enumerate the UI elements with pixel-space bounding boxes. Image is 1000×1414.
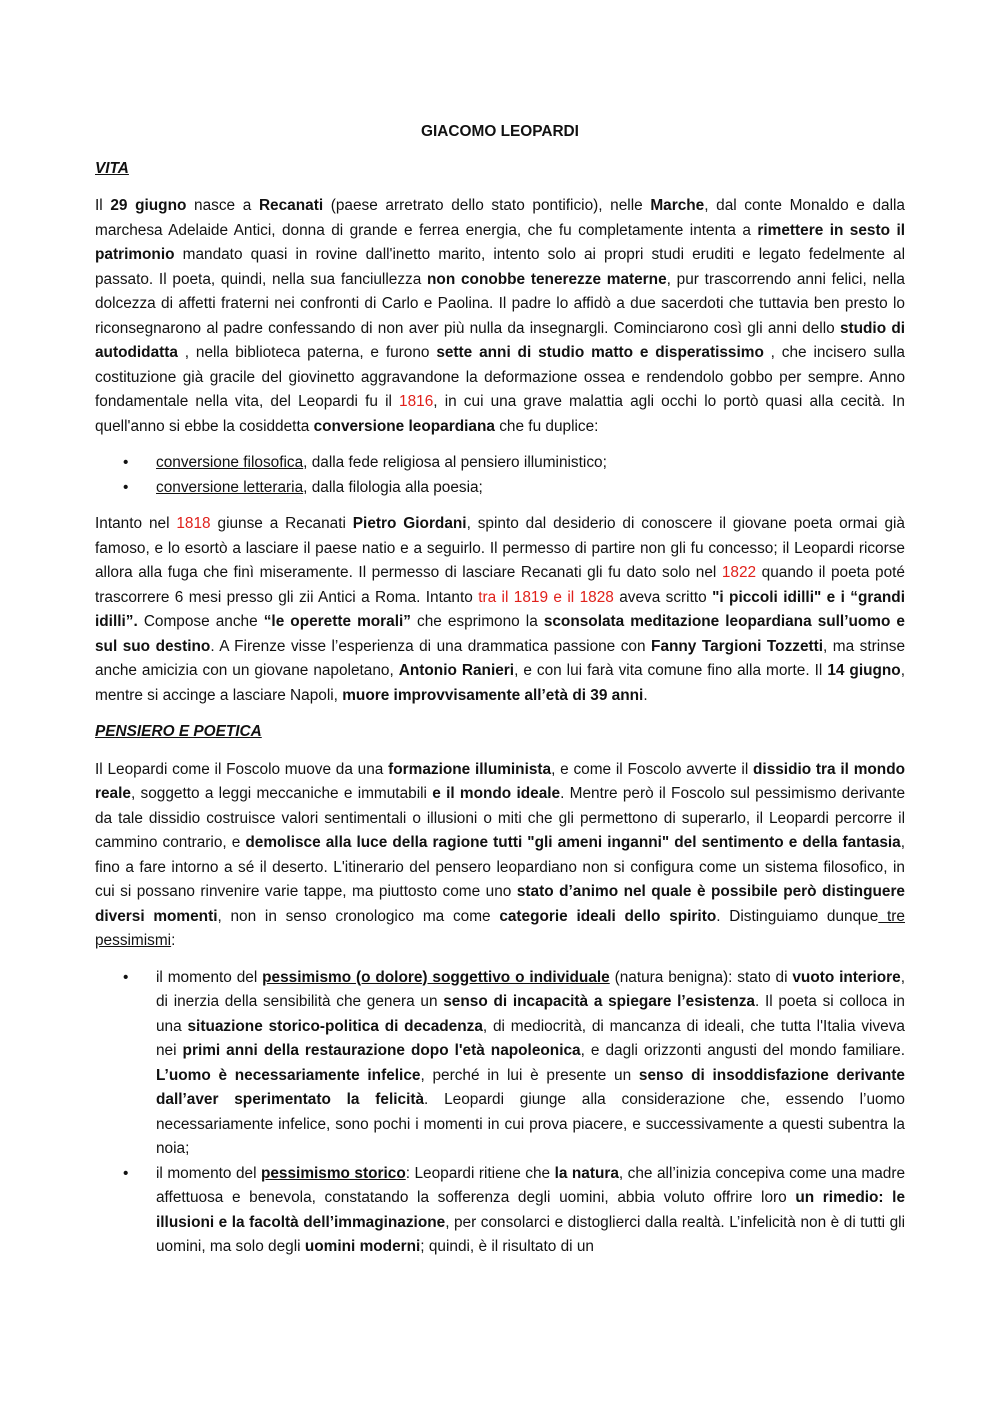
text-run: conversione letteraria bbox=[156, 478, 304, 496]
list-item bbox=[95, 966, 905, 1162]
text-run: , dalla fede religiosa al pensiero illuministico; bbox=[303, 454, 607, 471]
text-run: , di inerzia della sensibilità che genera un bbox=[156, 968, 905, 1010]
document-page bbox=[95, 120, 905, 1272]
text-run: senso di incapacità a spiegare l’esistenza bbox=[443, 993, 755, 1010]
text-run: “le operette morali” bbox=[263, 613, 411, 630]
text-run: . Leopardi giunge alla considerazione che, essendo l’uomo necessariamente infelice, sono pochi i momenti in cui prova piacere, e successivamente a questi subentra la noia; bbox=[156, 1091, 905, 1157]
text-run: Fanny Targioni Tozzetti bbox=[651, 637, 824, 655]
text-run: il momento del bbox=[156, 968, 263, 986]
text-run: L’uomo è necessariamente infelice bbox=[156, 1066, 421, 1084]
list-item bbox=[95, 476, 905, 501]
text-run: , e dagli orizzonti angusti del mondo familiare. bbox=[580, 1042, 905, 1059]
list-item bbox=[95, 1162, 905, 1260]
text-run: , di mediocrità, di mancanza di ideali, che tutta l'Italia viveva nei bbox=[156, 1017, 905, 1059]
text-run: , per consolarci e distoglierci dalla realtà. L’infelicità non è di tutti gli uomini, ma solo degli bbox=[156, 1213, 905, 1255]
conversion-list bbox=[95, 451, 905, 500]
text-run: , mentre si accinge a lasciare Napoli, bbox=[95, 662, 905, 704]
text-run: , che incisero sulla costituzione già gracile del giovinetto aggravandone la deformazione ossea e rendendolo gobbo per sempre. Anno fondamentale nella vita, del Leopardi fu il bbox=[95, 344, 905, 410]
text-run: , spinto dal desiderio di conoscere il giovane poeta ormai già famoso, e lo esortò a lasciare il paese natio e a seguirlo. Il permesso di partire non gli fu concesso; il Leopardi ricorse allora alla fuga che finì miseramente. Il permesso di lasciare Recanati gli fu dato solo nel bbox=[95, 515, 905, 581]
text-run: ; quindi, è il risultato di un bbox=[420, 1238, 594, 1255]
text-run: . bbox=[643, 686, 648, 704]
text-run: . A Firenze visse l’esperienza di una drammatica passione con bbox=[210, 637, 652, 655]
text-run: Recanati bbox=[258, 197, 324, 214]
text-run: 1818 bbox=[176, 515, 211, 532]
text-run: , in cui una grave malattia agli occhi lo portò quasi alla cecità. In quell'anno si ebbe la cosiddetta bbox=[95, 393, 905, 435]
text-run: e il mondo ideale bbox=[432, 785, 561, 802]
text-run: studio di autodidatta bbox=[95, 319, 906, 361]
text-run: pessimismo (o dolore) soggettivo o individuale bbox=[262, 968, 610, 986]
text-run: sette anni di studio matto e disperatissimo bbox=[436, 344, 764, 361]
pessimism-list bbox=[95, 966, 905, 1260]
text-run: Antonio Ranieri bbox=[398, 662, 515, 679]
text-run: , ma strinse anche amicizia con un giovane napoletano, bbox=[95, 637, 906, 679]
text-run: , non in senso cronologico ma come bbox=[217, 907, 500, 925]
text-run: mandato quasi in rovine dall'inetto marito, intento solo ai propri studi eruditi e legato fedelmente al passato. Il poeta, quindi, nella sua fanciullezza bbox=[95, 246, 905, 288]
text-run: tre pessimismi bbox=[95, 907, 905, 949]
text-run: Pietro Giordani bbox=[352, 515, 467, 532]
text-run: . Il poeta si colloca in una bbox=[156, 993, 905, 1035]
section-heading-pensiero: PENSIERO E POETICA bbox=[95, 723, 262, 740]
text-run: non conobbe tenerezze materne bbox=[427, 270, 667, 288]
pensiero-paragraph-1 bbox=[95, 758, 905, 954]
text-run: 1816 bbox=[399, 393, 434, 410]
text-run: , soggetto a leggi meccaniche e immutabili bbox=[130, 785, 433, 802]
text-run: pessimismo storico bbox=[260, 1164, 406, 1182]
text-run: categorie ideali dello spirito bbox=[499, 907, 717, 925]
text-run: che fu duplice: bbox=[494, 417, 599, 435]
text-run: Il bbox=[95, 197, 111, 214]
text-run: , nella biblioteca paterna, e furono bbox=[177, 344, 437, 361]
text-run: stato d’animo nel quale è possibile però distinguere diversi momenti bbox=[95, 883, 905, 925]
text-run: Compose anche bbox=[137, 613, 264, 630]
text-run: conversione leopardiana bbox=[313, 417, 495, 435]
text-run: dissidio tra il mondo reale bbox=[95, 760, 905, 802]
text-run: situazione storico-politica di decadenza bbox=[187, 1017, 483, 1035]
vita-paragraph-2 bbox=[95, 512, 905, 708]
text-run: (natura benigna): stato di bbox=[609, 968, 793, 986]
text-run: 1822 bbox=[721, 564, 757, 581]
text-run: : bbox=[171, 932, 176, 949]
text-run: il momento del bbox=[156, 1164, 261, 1182]
text-run: Marche bbox=[650, 197, 705, 214]
text-run: 14 giugno bbox=[827, 662, 901, 679]
text-run: Il Leopardi come il Foscolo muove da una bbox=[95, 760, 389, 778]
text-run: rimettere in sesto il patrimonio bbox=[95, 221, 905, 263]
text-run: giunse a Recanati bbox=[210, 515, 353, 532]
text-run: , fino a fare intorno a sé il deserto. L'itinerario del pensero leopardiano non si configura come un sistema filosofico, in cui si possano rinvenire varie tappe, ma piuttosto come uno bbox=[95, 834, 906, 900]
text-run: la natura bbox=[554, 1164, 619, 1182]
vita-paragraph-1 bbox=[95, 194, 905, 439]
text-run: senso di insoddisfazione derivante dall’aver sperimentato la felicità bbox=[156, 1066, 905, 1108]
text-run: : Leopardi ritiene che bbox=[405, 1164, 555, 1182]
text-run: Intanto nel bbox=[95, 515, 177, 532]
document-title: GIACOMO LEOPARDI bbox=[421, 123, 579, 140]
text-run: , e con lui farà vita comune fino alla morte. Il bbox=[514, 662, 828, 679]
text-run: (paese arretrato dello stato pontificio), nelle bbox=[323, 197, 651, 214]
text-run: , e come il Foscolo avverte il bbox=[551, 760, 754, 778]
section-heading-vita: VITA bbox=[95, 159, 129, 177]
text-run: aveva scritto bbox=[613, 588, 713, 606]
text-run: , dal conte Monaldo e dalla marchesa Adelaide Antici, donna di grande e ferrea energia, che fu completamente intenta a bbox=[95, 197, 905, 239]
text-run: demolisce alla luce della ragione tutti "gli ameni inganni" del sentimento e della fantasia bbox=[245, 834, 901, 851]
text-run: un rimedio: le illusioni e la facoltà dell’immaginazione bbox=[156, 1189, 905, 1231]
text-run: vuoto interiore bbox=[792, 968, 901, 986]
text-run: quando il poeta poté trascorrere 6 mesi presso gli zii Antici a Roma. Intanto bbox=[95, 564, 905, 606]
list-item bbox=[95, 451, 905, 476]
text-run: primi anni della restaurazione dopo l'età napoleonica bbox=[182, 1042, 581, 1059]
text-run: 29 giugno bbox=[110, 197, 187, 214]
text-run: , che all’inizia concepiva come una madre affettuosa e benevola, constatando la sofferenza degli uomini, abbia voluto offrire loro bbox=[156, 1164, 905, 1206]
text-run: , dalla filologia alla poesia; bbox=[303, 478, 483, 496]
text-run: , pur trascorrendo anni felici, nella dolcezza di affetti fraterni nei confronti di Carlo e Paolina. Il padre lo affidò a due sacerdoti che tuttavia ben presto lo riconsegnarono al padre confessando di non aver più nulla da insegnargli. Cominciarono così gli anni dello bbox=[95, 270, 905, 337]
text-run: muore improvvisamente all’età di 39 anni bbox=[342, 686, 644, 704]
text-run: che esprimono la bbox=[410, 613, 544, 630]
text-run: formazione illuminista bbox=[388, 760, 552, 778]
text-run: "i piccoli idilli" e i “grandi idilli”. bbox=[95, 588, 905, 630]
text-run: . Mentre però il Foscolo sul pessimismo derivante da tale dissidio costruisce valori sentimentali o illusioni o miti che gli permettono di superarlo, il Leopardi percorre il cammino contrario, e bbox=[95, 785, 905, 851]
text-run: , perché in lui è presente un bbox=[420, 1066, 639, 1084]
text-run: nasce a bbox=[186, 197, 259, 214]
text-run: . Distinguiamo dunque bbox=[716, 907, 879, 925]
text-run: conversione filosofica bbox=[156, 454, 304, 471]
text-run: tra il 1819 e il 1828 bbox=[478, 588, 614, 606]
text-run: uomini moderni bbox=[304, 1238, 421, 1255]
text-run: sconsolata meditazione leopardiana sull’uomo e sul suo destino bbox=[95, 613, 905, 655]
